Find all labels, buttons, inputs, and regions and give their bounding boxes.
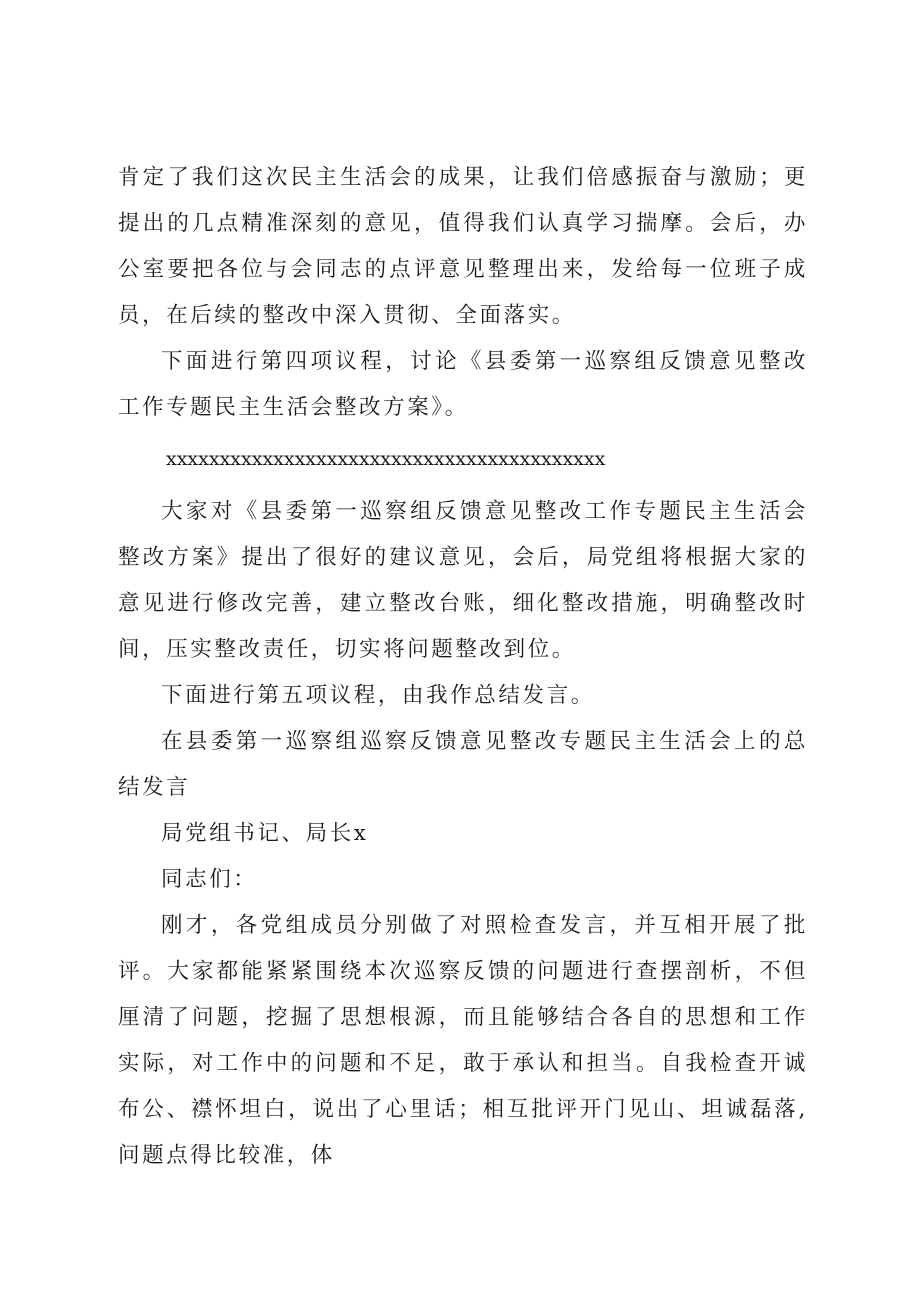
paragraph-summary: 刚才，各党组成员分别做了对照检查发言，并互相开展了批评。大家都能紧紧围绕本次巡察反馈的问题进行查摆剖析，不但厘清了问题，挖掘了思想根源，而且能够结合各自的思想和工作实际，对工作中的问题和不足，敢于承认和担当。自我检查开诚布公、襟怀坦白，说出了心里话；相互批评开门见山、坦诚磊落,问题点得比较准，体 [118, 913, 808, 1168]
paragraph-continuation: 肯定了我们这次民主生活会的成果，让我们倍感振奋与激励；更提出的几点精准深刻的意见，值得我们认真学习揣摩。会后，办公室要把各位与会同志的点评意见整理出来，发给每一位班子成员，在后续的整改中深入贯彻、全面落实。 [118, 165, 808, 328]
speaker-line: 局党组书记、局长x [161, 821, 369, 846]
placeholder-separator: xxxxxxxxxxxxxxxxxxxxxxxxxxxxxxxxxxxxxxxxx [166, 448, 606, 470]
paragraph-rectification-plan: 大家对《县委第一巡察组反馈意见整改工作专题民主生活会整改方案》提出了很好的建议意见，会后，局党组将根据大家的意见进行修改完善，建立整改台账，细化整改措施，明确整改时间，压实整改责任，切实将问题整改到位。 [118, 499, 808, 662]
paragraph-agenda-item-five: 下面进行第五项议程，由我作总结发言。 [161, 683, 595, 708]
salutation: 同志们： [161, 867, 258, 892]
speech-title: 在县委第一巡察组巡察反馈意见整改专题民主生活会上的总结发言 [118, 729, 808, 800]
document-body [118, 155, 808, 1179]
paragraph-agenda-item-four: 下面进行第四项议程，讨论《县委第一巡察组反馈意见整改工作专题民主生活会整改方案》。 [118, 349, 808, 420]
